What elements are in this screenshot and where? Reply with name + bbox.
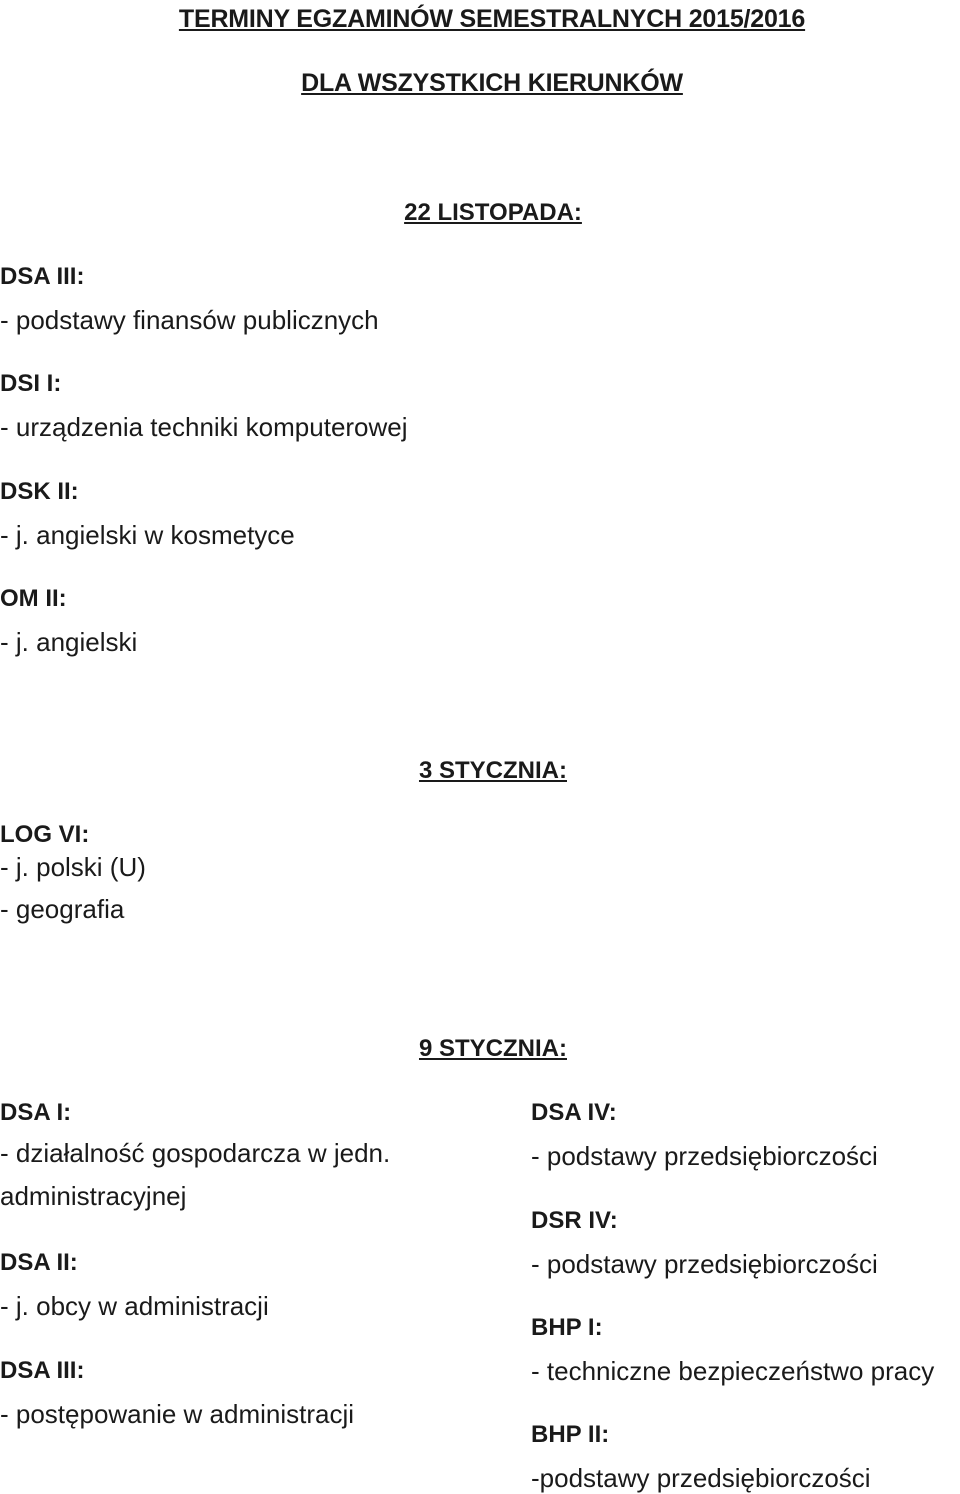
group-label: DSA III:: [0, 1357, 85, 1384]
exam-item: - postępowanie w administracji: [0, 1399, 355, 1429]
date-heading-22-listopada: 22 LISTOPADA:: [404, 199, 582, 226]
exam-group-dsa-iii: [0, 1356, 354, 1429]
exam-item: - geografia: [0, 894, 125, 924]
exam-group-dsa-i: [0, 1098, 440, 1218]
exam-item: - techniczne bezpieczeństwo pracy: [531, 1356, 935, 1386]
group-label: BHP II:: [531, 1421, 610, 1448]
group-label: DSA I:: [0, 1099, 72, 1126]
exam-group-bhp-ii: [531, 1420, 871, 1493]
exam-item: - j. angielski w kosmetyce: [0, 520, 295, 550]
exam-group-dsi-i: [0, 369, 408, 442]
exam-item: - podstawy przedsiębiorczości: [531, 1141, 878, 1171]
exam-group-dsa-ii: [0, 1248, 269, 1321]
exam-item: - podstawy finansów publicznych: [0, 305, 379, 335]
exam-group-dsk-ii: [0, 477, 295, 550]
exam-item: - podstawy przedsiębiorczości: [531, 1249, 878, 1279]
exam-item: - urządzenia techniki komputerowej: [0, 412, 408, 442]
group-label: DSA II:: [0, 1249, 78, 1276]
document-subtitle: DLA WSZYSTKICH KIERUNKÓW: [301, 69, 683, 97]
exam-group-bhp-i: [531, 1313, 934, 1386]
exam-group-log-vi: [0, 820, 146, 924]
date-heading-3-stycznia: 3 STYCZNIA:: [418, 757, 567, 784]
group-label: OM II:: [0, 585, 67, 612]
group-label: BHP I:: [531, 1314, 603, 1341]
exam-item: - j. polski (U): [0, 852, 146, 882]
exam-item: - j. angielski: [0, 627, 138, 657]
exam-item: -podstawy przedsiębiorczości: [531, 1463, 871, 1493]
document-title: TERMINY EGZAMINÓW SEMESTRALNYCH 2015/2016: [178, 5, 806, 33]
exam-item: - działalność gospodarcza w jedn. administracyjnej: [0, 1138, 391, 1211]
group-label: LOG VI:: [0, 821, 90, 848]
exam-group-om-ii: [0, 584, 137, 657]
group-label: DSA III:: [0, 263, 85, 290]
exam-group-dsa-iv: [531, 1098, 878, 1171]
group-label: DSI I:: [0, 370, 62, 397]
exam-group-dsa-iii: [0, 262, 379, 335]
group-label: DSR IV:: [531, 1207, 618, 1234]
exam-group-dsr-iv: [531, 1206, 878, 1279]
group-label: DSA IV:: [531, 1099, 617, 1126]
date-heading-9-stycznia: 9 STYCZNIA:: [418, 1035, 567, 1062]
group-label: DSK II:: [0, 478, 79, 505]
exam-item: - j. obcy w administracji: [0, 1291, 269, 1321]
